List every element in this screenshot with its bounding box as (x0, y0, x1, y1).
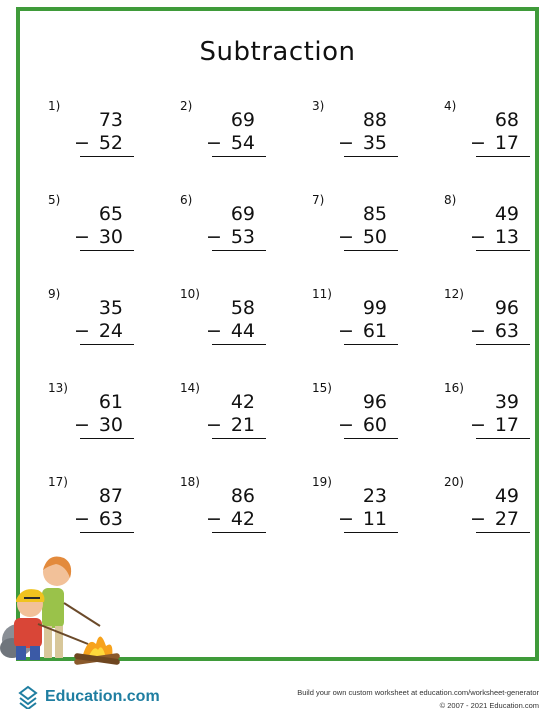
minuend: 69 (230, 203, 255, 225)
subtrahend: 13 (494, 226, 519, 248)
subtrahend: 60 (362, 414, 387, 436)
answer-line (212, 532, 266, 533)
answer-line (344, 532, 398, 533)
answer-line (212, 438, 266, 439)
minuend: 99 (362, 297, 387, 319)
problem-number: 6) (180, 193, 193, 207)
subtrahend: 53 (230, 226, 255, 248)
minuend: 96 (362, 391, 387, 413)
subtrahend: 11 (362, 508, 387, 530)
problem-4 (444, 99, 534, 169)
problem-number: 14) (180, 381, 200, 395)
answer-line (476, 156, 530, 157)
answer-line (476, 250, 530, 251)
subtrahend: 61 (362, 320, 387, 342)
subtrahend: 17 (494, 132, 519, 154)
subtrahend: 17 (494, 414, 519, 436)
problem-20 (444, 475, 534, 545)
problem-number: 15) (312, 381, 332, 395)
subtrahend: 50 (362, 226, 387, 248)
answer-line (344, 344, 398, 345)
minus-sign: − (470, 132, 486, 154)
problem-number: 7) (312, 193, 325, 207)
problem-3 (312, 99, 402, 169)
problem-number: 2) (180, 99, 193, 113)
minus-sign: − (74, 508, 90, 530)
answer-line (212, 156, 266, 157)
minus-sign: − (338, 132, 354, 154)
build-worksheet-link[interactable]: Build your own custom worksheet at education.com/worksheet-generator (297, 688, 539, 697)
subtrahend: 30 (98, 226, 123, 248)
problem-number: 19) (312, 475, 332, 489)
minus-sign: − (206, 414, 222, 436)
problem-number: 3) (312, 99, 325, 113)
subtrahend: 24 (98, 320, 123, 342)
answer-line (344, 438, 398, 439)
minuend: 73 (98, 109, 123, 131)
minus-sign: − (338, 320, 354, 342)
problem-14 (180, 381, 270, 451)
footer-info (297, 686, 539, 712)
minus-sign: − (338, 414, 354, 436)
problem-17 (48, 475, 138, 545)
answer-line (80, 344, 134, 345)
minus-sign: − (206, 320, 222, 342)
problem-number: 5) (48, 193, 61, 207)
problem-18 (180, 475, 270, 545)
answer-line (476, 344, 530, 345)
education-logo-icon (16, 685, 40, 709)
problem-number: 20) (444, 475, 464, 489)
minuend: 49 (494, 485, 519, 507)
subtrahend: 63 (98, 508, 123, 530)
minus-sign: − (74, 132, 90, 154)
subtrahend: 44 (230, 320, 255, 342)
problem-19 (312, 475, 402, 545)
answer-line (212, 344, 266, 345)
answer-line (476, 438, 530, 439)
minuend: 39 (494, 391, 519, 413)
kids-campfire-illustration (0, 548, 130, 673)
page-title: Subtraction (199, 37, 356, 67)
answer-line (344, 156, 398, 157)
problem-9 (48, 287, 138, 357)
problem-number: 16) (444, 381, 464, 395)
problem-number: 18) (180, 475, 200, 489)
answer-line (80, 250, 134, 251)
minuend: 58 (230, 297, 255, 319)
problem-number: 8) (444, 193, 457, 207)
problem-16 (444, 381, 534, 451)
logo-text: Education.com (45, 688, 160, 705)
problem-number: 12) (444, 287, 464, 301)
minuend: 88 (362, 109, 387, 131)
subtrahend: 54 (230, 132, 255, 154)
minuend: 23 (362, 485, 387, 507)
minuend: 87 (98, 485, 123, 507)
minuend: 65 (98, 203, 123, 225)
subtrahend: 30 (98, 414, 123, 436)
problem-2 (180, 99, 270, 169)
problem-8 (444, 193, 534, 263)
problem-11 (312, 287, 402, 357)
problem-number: 13) (48, 381, 68, 395)
problem-7 (312, 193, 402, 263)
minus-sign: − (206, 132, 222, 154)
problem-number: 10) (180, 287, 200, 301)
problem-12 (444, 287, 534, 357)
education-logo[interactable] (16, 684, 160, 710)
minus-sign: − (74, 226, 90, 248)
minus-sign: − (206, 508, 222, 530)
problem-13 (48, 381, 138, 451)
problem-5 (48, 193, 138, 263)
minuend: 35 (98, 297, 123, 319)
subtrahend: 52 (98, 132, 123, 154)
problem-10 (180, 287, 270, 357)
answer-line (80, 438, 134, 439)
minuend: 96 (494, 297, 519, 319)
answer-line (212, 250, 266, 251)
minus-sign: − (470, 508, 486, 530)
minus-sign: − (74, 320, 90, 342)
subtrahend: 21 (230, 414, 255, 436)
minus-sign: − (470, 226, 486, 248)
minuend: 86 (230, 485, 255, 507)
minuend: 61 (98, 391, 123, 413)
subtrahend: 42 (230, 508, 255, 530)
problem-number: 1) (48, 99, 61, 113)
problem-number: 9) (48, 287, 61, 301)
minus-sign: − (338, 226, 354, 248)
answer-line (344, 250, 398, 251)
subtrahend: 27 (494, 508, 519, 530)
minuend: 42 (230, 391, 255, 413)
answer-line (80, 156, 134, 157)
answer-line (80, 532, 134, 533)
subtrahend: 63 (494, 320, 519, 342)
problem-number: 4) (444, 99, 457, 113)
subtrahend: 35 (362, 132, 387, 154)
minuend: 49 (494, 203, 519, 225)
problem-15 (312, 381, 402, 451)
copyright-text: © 2007 - 2021 Education.com (439, 701, 539, 710)
problem-number: 17) (48, 475, 68, 489)
problem-6 (180, 193, 270, 263)
minuend: 69 (230, 109, 255, 131)
problem-number: 11) (312, 287, 332, 301)
problem-1 (48, 99, 138, 169)
minus-sign: − (338, 508, 354, 530)
minus-sign: − (470, 414, 486, 436)
minuend: 68 (494, 109, 519, 131)
answer-line (476, 532, 530, 533)
minuend: 85 (362, 203, 387, 225)
minus-sign: − (74, 414, 90, 436)
minus-sign: − (470, 320, 486, 342)
minus-sign: − (206, 226, 222, 248)
